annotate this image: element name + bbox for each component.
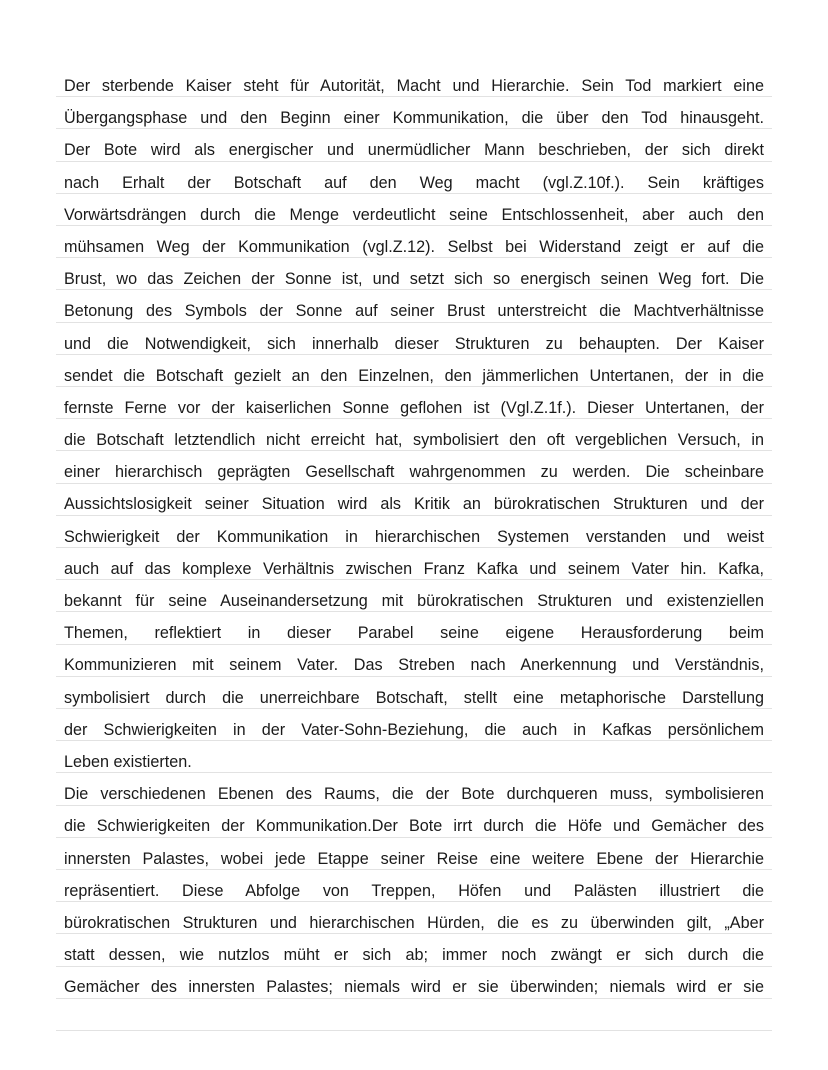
text-line: Gemächer des innersten Palastes; niemals wird er sie überwinden; niemals wird er sie <box>64 978 764 997</box>
text-line: auch auf das komplexe Verhältnis zwischen Franz Kafka und seinem Vater hin. Kafka, <box>64 559 764 578</box>
text-line: Schwierigkeit der Kommunikation in hierarchischen Systemen verstanden und weist <box>64 527 764 546</box>
text-line: symbolisiert durch die unerreichbare Botschaft, stellt eine metaphorische Darstellung <box>64 688 764 707</box>
text-line: Übergangsphase und den Beginn einer Kommunikation, die über den Tod hinausgeht. <box>64 109 764 128</box>
text-line: Aussichtslosigkeit seiner Situation wird als Kritik an bürokratischen Strukturen und der <box>64 495 764 514</box>
text-line: die Botschaft letztendlich nicht erreicht hat, symbolisiert den oft vergeblichen Versuch, in <box>64 431 764 450</box>
text-line: nach Erhalt der Botschaft auf den Weg macht (vgl.Z.10f.). Sein kräftiges <box>64 173 764 192</box>
text-line: Der sterbende Kaiser steht für Autorität, Macht und Hierarchie. Sein Tod markiert eine <box>64 77 764 95</box>
text-line: sendet die Botschaft gezielt an den Einzelnen, den jämmerlichen Untertanen, der in die <box>64 366 764 385</box>
text-line: statt dessen, wie nutzlos müht er sich ab; immer noch zwängt er sich durch die <box>64 946 764 965</box>
text-line: fernste Ferne vor der kaiserlichen Sonne geflohen ist (Vgl.Z.1f.). Dieser Untertanen, der <box>64 398 764 417</box>
text-line: Leben existierten. <box>64 752 192 771</box>
text-line: innersten Palastes, wobei jede Etappe seiner Reise eine weitere Ebene der Hierarchie <box>64 849 764 868</box>
text-line: Der Bote wird als energischer und unermüdlicher Mann beschrieben, der sich direkt <box>64 141 764 160</box>
text-line: bekannt für seine Auseinandersetzung mit bürokratischen Strukturen und existenziellen <box>64 592 764 610</box>
text-line: einer hierarchisch geprägten Gesellschaft wahrgenommen zu werden. Die scheinbare <box>64 463 764 482</box>
text-line: repräsentiert. Diese Abfolge von Treppen, Höfen und Palästen illustriert die <box>64 881 764 900</box>
text-line: Themen, reflektiert in dieser Parabel seine eigene Herausforderung beim <box>64 624 764 643</box>
text-line: bürokratischen Strukturen und hierarchischen Hürden, die es zu überwinden gilt, „Aber <box>64 913 764 932</box>
text-line: Vorwärtsdrängen durch die Menge verdeutlicht seine Entschlossenheit, aber auch den <box>64 205 764 224</box>
ruled-line <box>56 1030 772 1031</box>
text-line: Kommunizieren mit seinem Vater. Das Streben nach Anerkennung und Verständnis, <box>64 656 764 675</box>
body-text <box>64 70 764 1003</box>
text-line: und die Notwendigkeit, sich innerhalb dieser Strukturen zu behaupten. Der Kaiser <box>64 334 764 353</box>
text-line: Brust, wo das Zeichen der Sonne ist, und setzt sich so energisch seinen Weg fort. Die <box>64 270 764 289</box>
text-line: mühsamen Weg der Kommunikation (vgl.Z.12). Selbst bei Widerstand zeigt er auf die <box>64 237 764 256</box>
text-line: die Schwierigkeiten der Kommunikation.Der Bote irrt durch die Höfe und Gemächer des <box>64 817 764 836</box>
text-line: Betonung des Symbols der Sonne auf seiner Brust unterstreicht die Machtverhältnisse <box>64 302 764 321</box>
text-line: der Schwierigkeiten in der Vater-Sohn-Beziehung, die auch in Kafkas persönlichem <box>64 720 764 739</box>
text-line: Die verschiedenen Ebenen des Raums, die der Bote durchqueren muss, symbolisieren <box>64 785 764 804</box>
